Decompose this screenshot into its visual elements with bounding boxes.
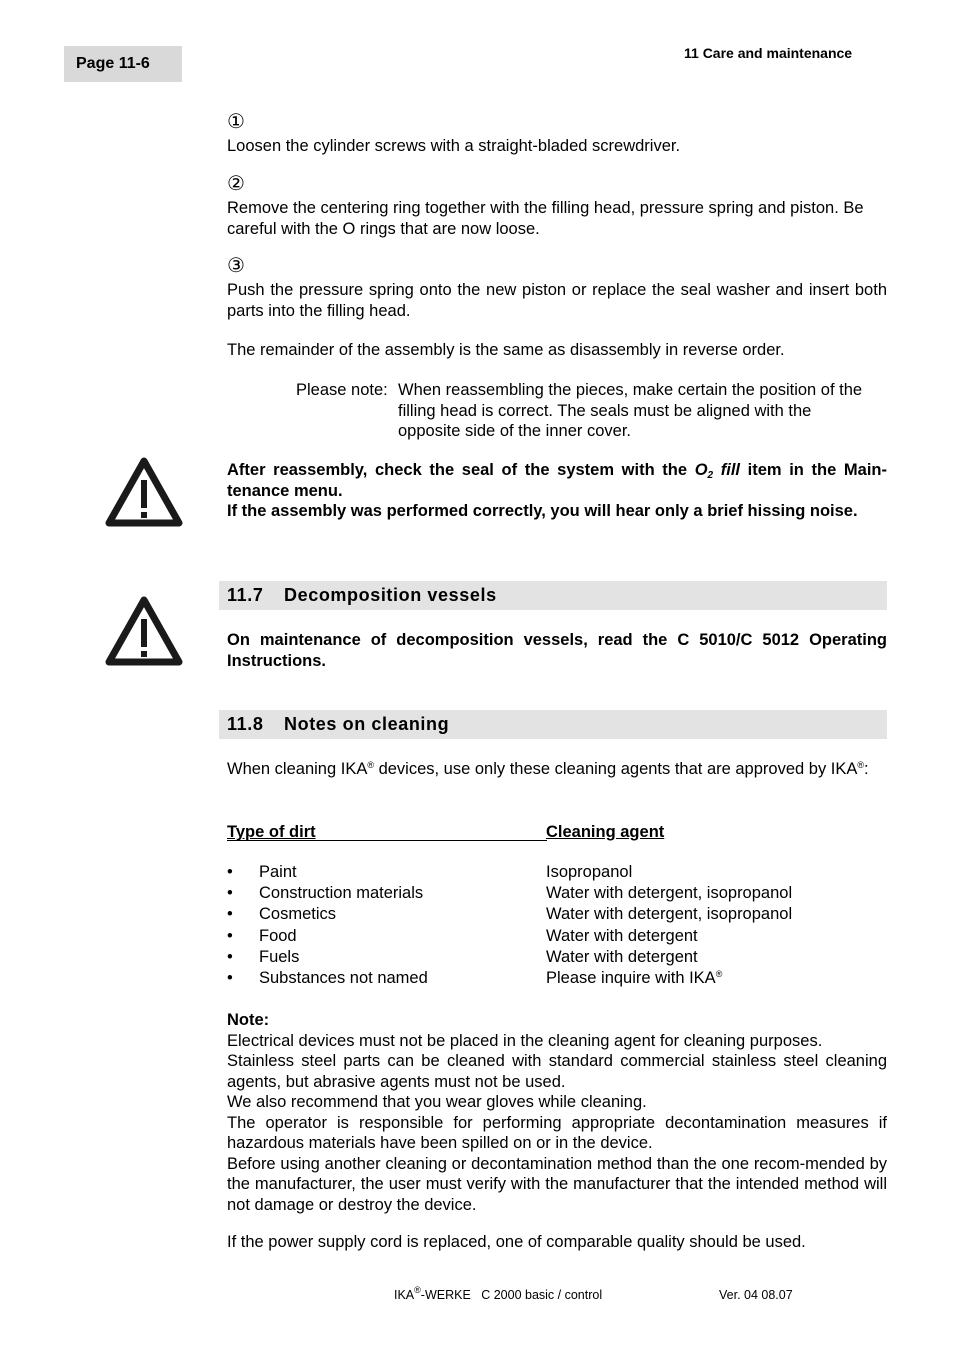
reassembly-warning-part2: item in the Main-tenance menu. bbox=[227, 461, 887, 500]
bullet-icon: • bbox=[227, 905, 233, 924]
column-header-cleaning-agent: Cleaning agent bbox=[546, 823, 665, 841]
cleaning-intro-a: When cleaning IKA bbox=[227, 760, 368, 778]
header-underline bbox=[227, 840, 547, 841]
step-2-text: Remove the centering ring together with the filling head, pressure spring and piston. Be careful with the O rings that are now loose. bbox=[227, 199, 864, 238]
cleaning-agent: Water with detergent, isopropanol bbox=[546, 884, 793, 903]
cleaning-agent: Water with detergent, isopropanol bbox=[546, 905, 793, 924]
cleaning-intro-c: : bbox=[864, 760, 869, 778]
warning-triangle-icon bbox=[104, 595, 184, 667]
table-row bbox=[227, 883, 887, 904]
section-11-7-title: Decomposition vessels bbox=[284, 585, 497, 605]
power-cord-text: If the power supply cord is replaced, one of comparable quality should be used. bbox=[227, 1233, 806, 1251]
footer-brand-product bbox=[394, 1285, 603, 1302]
dirt-type: Cosmetics bbox=[259, 905, 337, 924]
note-line: We also recommend that you wear gloves while cleaning. bbox=[227, 1093, 647, 1111]
bullet-icon: • bbox=[227, 947, 233, 966]
table-row bbox=[227, 947, 887, 968]
section-11-7-heading bbox=[219, 581, 887, 610]
table-row bbox=[227, 926, 887, 947]
note-line: The operator is responsible for performing appropriate decontamination measures if hazardous materials have been spilled on or in the device. bbox=[227, 1113, 887, 1152]
section-11-7-number: 11.7 bbox=[227, 585, 264, 605]
footer-product: C 2000 basic / control bbox=[481, 1288, 603, 1302]
registered-mark: ® bbox=[414, 1285, 421, 1295]
bullet-icon: • bbox=[227, 968, 233, 987]
registered-mark: ® bbox=[715, 968, 723, 979]
table-row bbox=[227, 862, 887, 883]
cleaning-agent-text: Please inquire with IKA bbox=[546, 968, 716, 987]
column-header-type-of-dirt: Type of dirt bbox=[227, 823, 316, 841]
footer-brand: IKA bbox=[394, 1288, 415, 1302]
registered-mark: ® bbox=[367, 760, 374, 770]
cleaning-intro-b: devices, use only these cleaning agents that are approved by IKA bbox=[373, 760, 858, 778]
step-2-symbol: ② bbox=[227, 173, 245, 195]
step-3-symbol: ③ bbox=[227, 255, 245, 277]
fill-label: fill bbox=[713, 461, 740, 479]
o2-label: O bbox=[694, 461, 708, 479]
step-3-text: Push the pressure spring onto the new piston or replace the seal washer and insert both parts into the filling head. bbox=[227, 281, 887, 320]
dirt-type: Substances not named bbox=[259, 968, 428, 987]
bullet-icon: • bbox=[227, 884, 233, 903]
decomposition-warning: On maintenance of decomposition vessels, read the C 5010/C 5012 Operating Instructions. bbox=[227, 631, 887, 670]
note-title: Note: bbox=[227, 1011, 270, 1029]
dirt-type: Food bbox=[259, 926, 297, 945]
page-number-tab: Page 11-6 bbox=[64, 46, 182, 82]
footer-version: Ver. 04 08.07 bbox=[719, 1288, 793, 1302]
please-note-text: When reassembling the pieces, make certain the position of the filling head is correct. The seals must be aligned with the opposite side of the inner cover. bbox=[398, 381, 863, 440]
dirt-type: Construction materials bbox=[259, 884, 424, 903]
cleaning-note bbox=[227, 1010, 887, 1215]
cleaning-agent: Water with detergent bbox=[546, 947, 698, 966]
o2-subscript: 2 bbox=[707, 470, 714, 481]
step-1-text: Loosen the cylinder screws with a straight-bladed screwdriver. bbox=[227, 137, 681, 155]
section-11-8-heading bbox=[219, 710, 887, 739]
dirt-type: Fuels bbox=[259, 947, 300, 966]
warning-triangle-icon bbox=[104, 456, 184, 528]
step-1-symbol: ① bbox=[227, 111, 245, 133]
reassembly-warning-line2: If the assembly was performed correctly, you will hear only a brief hissing noise. bbox=[227, 502, 858, 520]
reassembly-warning-part1: After reassembly, check the seal of the system with the bbox=[227, 461, 695, 479]
bullet-icon: • bbox=[227, 863, 233, 881]
table-row bbox=[227, 904, 887, 925]
footer-brand-suffix: -WERKE bbox=[420, 1288, 471, 1302]
cleaning-agent: Water with detergent bbox=[546, 926, 698, 945]
remainder-text: The remainder of the assembly is the same as disassembly in reverse order. bbox=[227, 341, 785, 359]
section-11-8-number: 11.8 bbox=[227, 714, 264, 734]
cleaning-agent: Isopropanol bbox=[546, 863, 633, 881]
reassembly-warning bbox=[227, 460, 887, 522]
table-row bbox=[227, 968, 887, 989]
chapter-title: 11 Care and maintenance bbox=[684, 45, 853, 61]
note-line: Electrical devices must not be placed in the cleaning agent for cleaning purposes. bbox=[227, 1031, 823, 1050]
registered-mark: ® bbox=[857, 760, 865, 770]
bullet-icon: • bbox=[227, 926, 233, 945]
please-note-label: Please note: bbox=[296, 381, 388, 399]
cleaning-intro bbox=[227, 759, 887, 780]
note-line: Stainless steel parts can be cleaned with standard commercial stainless steel cleaning agents, but abrasive agents must not be used. bbox=[227, 1052, 887, 1091]
dirt-type: Paint bbox=[259, 863, 297, 881]
note-line: Before using another cleaning or decontamination method than the one recom-mended by the manufacturer, the user must verify with the manufacturer that the intended method will not damage or destroy the device. bbox=[227, 1154, 887, 1214]
section-11-8-title: Notes on cleaning bbox=[284, 714, 450, 734]
cleaning-table-body bbox=[227, 862, 887, 989]
cleaning-agent bbox=[546, 968, 722, 989]
